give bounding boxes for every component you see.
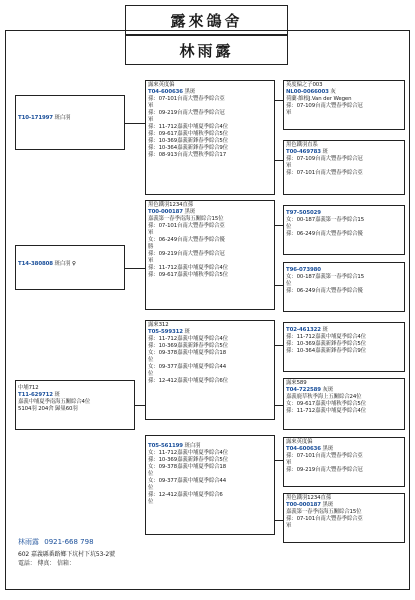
subject-color: 斑白羽 <box>54 115 71 121</box>
sire-ring: T14-380808 <box>18 261 53 267</box>
great-grandparent-1 <box>283 80 405 130</box>
gp3-title: 露來312 <box>148 322 169 328</box>
gp4-line: 位 <box>148 485 154 491</box>
gp2-line: 孫：09-617嘉義中埔秋季綜合5位 <box>148 272 229 278</box>
connector <box>275 520 283 521</box>
ggp6-line: 嘉義鹿草秋季海上五關綜合24位 <box>286 394 362 400</box>
ggp2-line: 軍 <box>286 163 292 169</box>
gp4-color: 斑白羽 <box>184 443 201 449</box>
gp1-line: 孫：10-364嘉義新鋒春季綜合9位 <box>148 145 229 151</box>
ggp4-line: 位 <box>286 281 292 287</box>
gp2-line: 勝 <box>148 244 154 250</box>
connector <box>275 460 283 461</box>
ggp2-line: 孫：07-101台南大豐春季綜合亞 <box>286 170 363 176</box>
gp1-ring: T04-600636 <box>148 89 183 95</box>
gp2-line: 嘉義第一春季南海五關綜合15位 <box>148 216 224 222</box>
dam-ring: T11-629712 <box>18 392 53 398</box>
ggp7-line: 孫：09-219台南大豐春季綜合冠 <box>286 467 363 473</box>
gp4-line: 女：11-712嘉義中埔夏季綜合4位 <box>148 450 229 456</box>
gp2-line: 孫：09-219台南大豐春季綜合冠 <box>148 251 225 257</box>
footer-owner: 林雨露 <box>18 538 39 546</box>
gp1-line: 孫：11-712嘉義中埔夏季綜合4位 <box>148 124 229 130</box>
ggp8-title: 黑色鐵羽1234直孫 <box>286 495 332 501</box>
ggp5-line: 孫：10-369嘉義新鋒春季綜合5位 <box>286 341 367 347</box>
ggp1-title: 英度偏之子003 <box>286 82 323 88</box>
footer-phone: 0921-668 798 <box>44 538 94 546</box>
gp1-line: 孫：10-369嘉義新鋒春季綜合5位 <box>148 138 229 144</box>
ggp5-line: 孫：10-364嘉義新鋒春季綜合9位 <box>286 348 367 354</box>
connector <box>275 100 283 101</box>
subject-box <box>15 95 125 150</box>
gp4-line: 孫：10-369嘉義新鋒春季綜合5位 <box>148 457 229 463</box>
gp2-ring: T00-000187 <box>148 209 183 215</box>
connector <box>275 345 283 346</box>
connector <box>125 123 145 124</box>
great-grandparent-8 <box>283 493 405 543</box>
ggp5-line: 孫：11-712嘉義中埔夏季綜合4位 <box>286 334 367 340</box>
gp1-line: 軍 <box>148 103 154 109</box>
ggp6-line: 女：09-617嘉義中埔秋季綜合5位 <box>286 401 367 407</box>
footer-address: 602 嘉義縣番路鄉下坑村下坑53-2號 <box>18 551 115 558</box>
ggp6-title: 露來589 <box>286 380 307 386</box>
ggp4-ring: T96-073980 <box>286 267 321 273</box>
ggp2-color: 斑 <box>322 149 328 155</box>
ggp5-color: 斑 <box>322 327 328 333</box>
ggp8-color: 黑斑 <box>322 502 334 508</box>
loft-name: 露來鴿舍 <box>170 11 243 30</box>
gp3-line: 位 <box>148 357 154 363</box>
ggp2-title: 黑色鐵羽直系 <box>286 142 318 148</box>
ggp1-line: 孫：07-109台南大豐春季綜合冠 <box>286 103 363 109</box>
connector <box>275 160 283 161</box>
ggp1-line: 軍 <box>286 110 292 116</box>
dam-line4: 5104羽 204舍 歸巢60羽 <box>18 406 78 412</box>
gp3-line: 孫：11-712嘉義中埔夏季綜合4位 <box>148 336 229 342</box>
dam-line3: 嘉義中埔夏季南海五關綜合4位 <box>18 399 91 405</box>
gp4-line: 女：09-377嘉義中埔夏季綜合44 <box>148 478 227 484</box>
ggp7-ring: T04-600636 <box>286 446 321 452</box>
ggp3-ring: T97-505029 <box>286 210 321 216</box>
ggp3-line: 位 <box>286 224 292 230</box>
connector <box>288 30 410 31</box>
great-grandparent-2 <box>283 140 405 195</box>
ggp3-line: 女：00-187嘉義第一春季綜合15 <box>286 217 365 223</box>
ggp7-title: 露來英度偏 <box>286 439 313 445</box>
connector <box>275 285 283 286</box>
gp4-line: 女：09-378嘉義中埔夏季綜合18 <box>148 464 227 470</box>
gp2-title: 黑色鐵羽1234直孫 <box>148 202 194 208</box>
subject-ring: T10-171997 <box>18 115 53 121</box>
gp4-line: 孫：12-412嘉義中埔夏季綜合6 <box>148 492 223 498</box>
gp3-line: 女：09-378嘉義中埔夏季綜合18 <box>148 350 227 356</box>
connector <box>275 405 283 406</box>
gp3-color: 斑 <box>184 329 190 335</box>
gp3-ring: T05-599312 <box>148 329 183 335</box>
ggp8-line: 孫：07-101台南大豐春季綜合亞 <box>286 516 363 522</box>
gp2-line: 孫：07-101台南大豐春季綜合亞 <box>148 223 225 229</box>
ggp4-line: 孫：06-249台南大豐春季綜合優 <box>286 288 363 294</box>
great-grandparent-5 <box>283 322 405 372</box>
ggp1-ring: NL00-0066003 <box>286 89 329 95</box>
ggp7-color: 黑斑 <box>322 446 334 452</box>
grandparent-4 <box>145 435 275 535</box>
grandparent-2 <box>145 200 275 310</box>
ggp3-line: 孫：06-249台南大豐春季綜合優 <box>286 231 363 237</box>
gp2-line: 孫：11-712嘉義中埔夏季綜合4位 <box>148 265 229 271</box>
great-grandparent-6 <box>283 378 405 430</box>
ggp8-ring: T00-000187 <box>286 502 321 508</box>
gp3-line: 位 <box>148 371 154 377</box>
gp1-line: 孫：07-101台南大豐春季綜合亞 <box>148 96 225 102</box>
ggp1-line: 荷蘭·維根J.Van der Wegen <box>286 96 352 102</box>
gp2-color: 黑斑 <box>184 209 196 215</box>
ggp2-line: 孫：07-109台南大豐春季綜合冠 <box>286 156 363 162</box>
ggp7-line: 孫：07-101台南大豐春季綜合亞 <box>286 453 363 459</box>
ggp6-line: 孫：11-712嘉義中埔夏季綜合4位 <box>286 408 367 414</box>
grandparent-3 <box>145 320 275 420</box>
ggp7-line: 軍 <box>286 460 292 466</box>
gp3-line: 孫：12-412嘉義中埔夏季綜合6位 <box>148 378 229 384</box>
gp4-ring: T05-561199 <box>148 443 183 449</box>
connector <box>275 225 283 226</box>
gp2-line: 軍 <box>148 230 154 236</box>
connector <box>125 268 145 269</box>
ggp1-color: 灰 <box>330 89 336 95</box>
connector <box>135 405 145 406</box>
great-grandparent-7 <box>283 437 405 487</box>
gp1-line: 孫：09-219台南大豐春季綜合冠 <box>148 110 225 116</box>
owner-name-title: 林雨露 <box>179 41 234 60</box>
great-grandparent-3 <box>283 205 405 255</box>
gp4-line: 位 <box>148 499 154 505</box>
gp3-line: 女：09-377嘉義中埔夏季綜合44 <box>148 364 227 370</box>
sire-sex: ♀ <box>72 261 76 267</box>
connector <box>5 30 125 31</box>
ggp6-ring: T04-722589 <box>286 387 321 393</box>
sire-box <box>15 245 125 290</box>
dam-color: 斑 <box>54 392 60 398</box>
ggp6-color: 灰斑 <box>322 387 334 393</box>
sire-color: 斑白羽 <box>54 261 71 267</box>
gp1-lines <box>148 96 272 159</box>
gp3-line: 孫：10-369嘉義新鋒春季綜合5位 <box>148 343 229 349</box>
gp1-line: 孫：09-617嘉義中埔秋季綜合5位 <box>148 131 229 137</box>
ggp2-ring: T00-469783 <box>286 149 321 155</box>
gp1-line: 孫：08-913台南大豐秋季綜合17 <box>148 152 227 158</box>
gp4-line: 位 <box>148 471 154 477</box>
gp2-line: 女：06-249台南大豐春季綜合優 <box>148 237 225 243</box>
footer <box>18 537 278 568</box>
ggp4-line: 女：00-187嘉義第一春季綜合15 <box>286 274 365 280</box>
dam-box <box>15 380 135 430</box>
ggp8-line: 嘉義第一春季南海五關綜合15位 <box>286 509 362 515</box>
gp1-line: 軍 <box>148 117 154 123</box>
grandparent-1 <box>145 80 275 195</box>
great-grandparent-4 <box>283 262 405 312</box>
footer-contact: 電話： 傳真： 信箱： <box>18 560 75 567</box>
ggp5-ring: T02-461322 <box>286 327 321 333</box>
gp2-line: 軍 <box>148 258 154 264</box>
gp1-title: 露來英度偏 <box>148 82 175 88</box>
dam-line1: 中埔712 <box>18 385 39 391</box>
ggp8-line: 軍 <box>286 523 292 529</box>
gp1-color: 黑斑 <box>184 89 196 95</box>
